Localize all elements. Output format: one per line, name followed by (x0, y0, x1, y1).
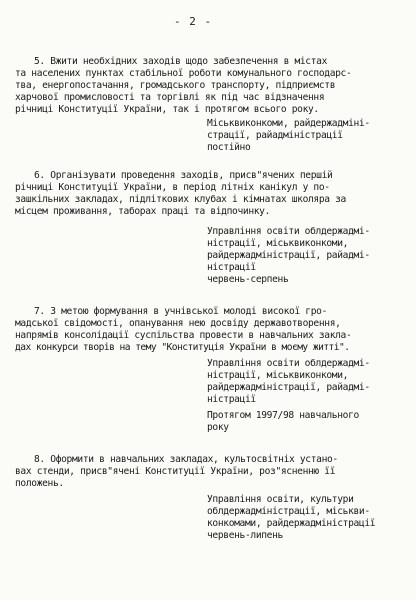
item-8-responsible-3: конкомами, райдержадміністрації (207, 518, 376, 529)
item-8-deadline: червень-липень (207, 530, 283, 541)
item-7-responsible-1: Управління освіти облдержадмі- (207, 358, 370, 369)
item-7-responsible-3: райдержадміністрації, райадмі- (207, 382, 370, 393)
item-5-line-4: харчової промисловості та торгівлі як під час відзначення (15, 92, 325, 103)
item-8-line-2: вах стенди, присв"ячені Конституції України, роз"ясненню її (15, 466, 336, 477)
item-7-deadline-1: Протягом 1997/98 навчального (207, 410, 359, 421)
item-8-responsible-2: облдержадміністрації, міськви- (207, 506, 370, 517)
item-7-line-3: напрямів консолідації суспільства провести в навчальних закла- (15, 330, 352, 341)
item-6-line-3: зашкільних закладах, підліткових клубах і кімнатах школяра за (15, 194, 346, 205)
item-6-responsible-2: ністрації, міськвиконкоми, (207, 238, 349, 249)
item-8-line-1: 8. Оформити в навчальних закладах, культосвітніх устано- (34, 454, 338, 465)
item-5-line-5: річниці Конституції України, так і протягом всього року. (15, 104, 319, 115)
page-number: - 2 - (174, 15, 213, 28)
item-5-responsible-1: Міськвиконкоми, райдержадміні- (207, 118, 370, 129)
item-6-line-1: 6. Організувати проведення заходів, присв"ячених першій (34, 170, 333, 181)
item-5-line-2: та населених пунктах стабільної роботи комунального господарс- (15, 68, 352, 79)
item-6-line-4: місцем проживання, таборах праці та відпочинку. (15, 206, 271, 217)
item-6-responsible-4: ністрації (207, 262, 256, 273)
item-6-line-2: річниці Конституції України, в період літніх канікул у по- (15, 182, 330, 193)
item-5-line-3: тва, енергопостачання, громадського транспорту, підприємств (15, 80, 336, 91)
item-8-responsible-1: Управління освіти, культури (207, 494, 354, 505)
item-6-deadline: червень-серпень (207, 274, 289, 285)
item-6-responsible-1: Управління освіти облдержадмі- (207, 226, 370, 237)
item-8-line-3: положень. (15, 478, 64, 489)
item-5-responsible-2: страції, райадміністрації (207, 130, 343, 141)
item-7-line-4: дах конкурси творів на тему "Конституція України в моєму житті". (15, 342, 350, 353)
item-7-responsible-2: ністрації, міськвиконкоми, (207, 370, 349, 381)
item-7-responsible-4: ністрації (207, 394, 256, 405)
item-5-line-1: 5. Вжити необхідних заходів щодо забезпечення в містах (34, 56, 328, 67)
item-7-line-2: мадської свідомості, опанування нею досвіду державотворення, (15, 318, 341, 329)
item-7-line-1: 7. З метою формування в учнівської молоді високої гро- (34, 306, 328, 317)
item-6-responsible-3: райдержадміністрації, райадмі- (207, 250, 370, 261)
item-7-deadline-2: року (207, 422, 229, 433)
item-5-deadline: постійно (207, 142, 251, 153)
